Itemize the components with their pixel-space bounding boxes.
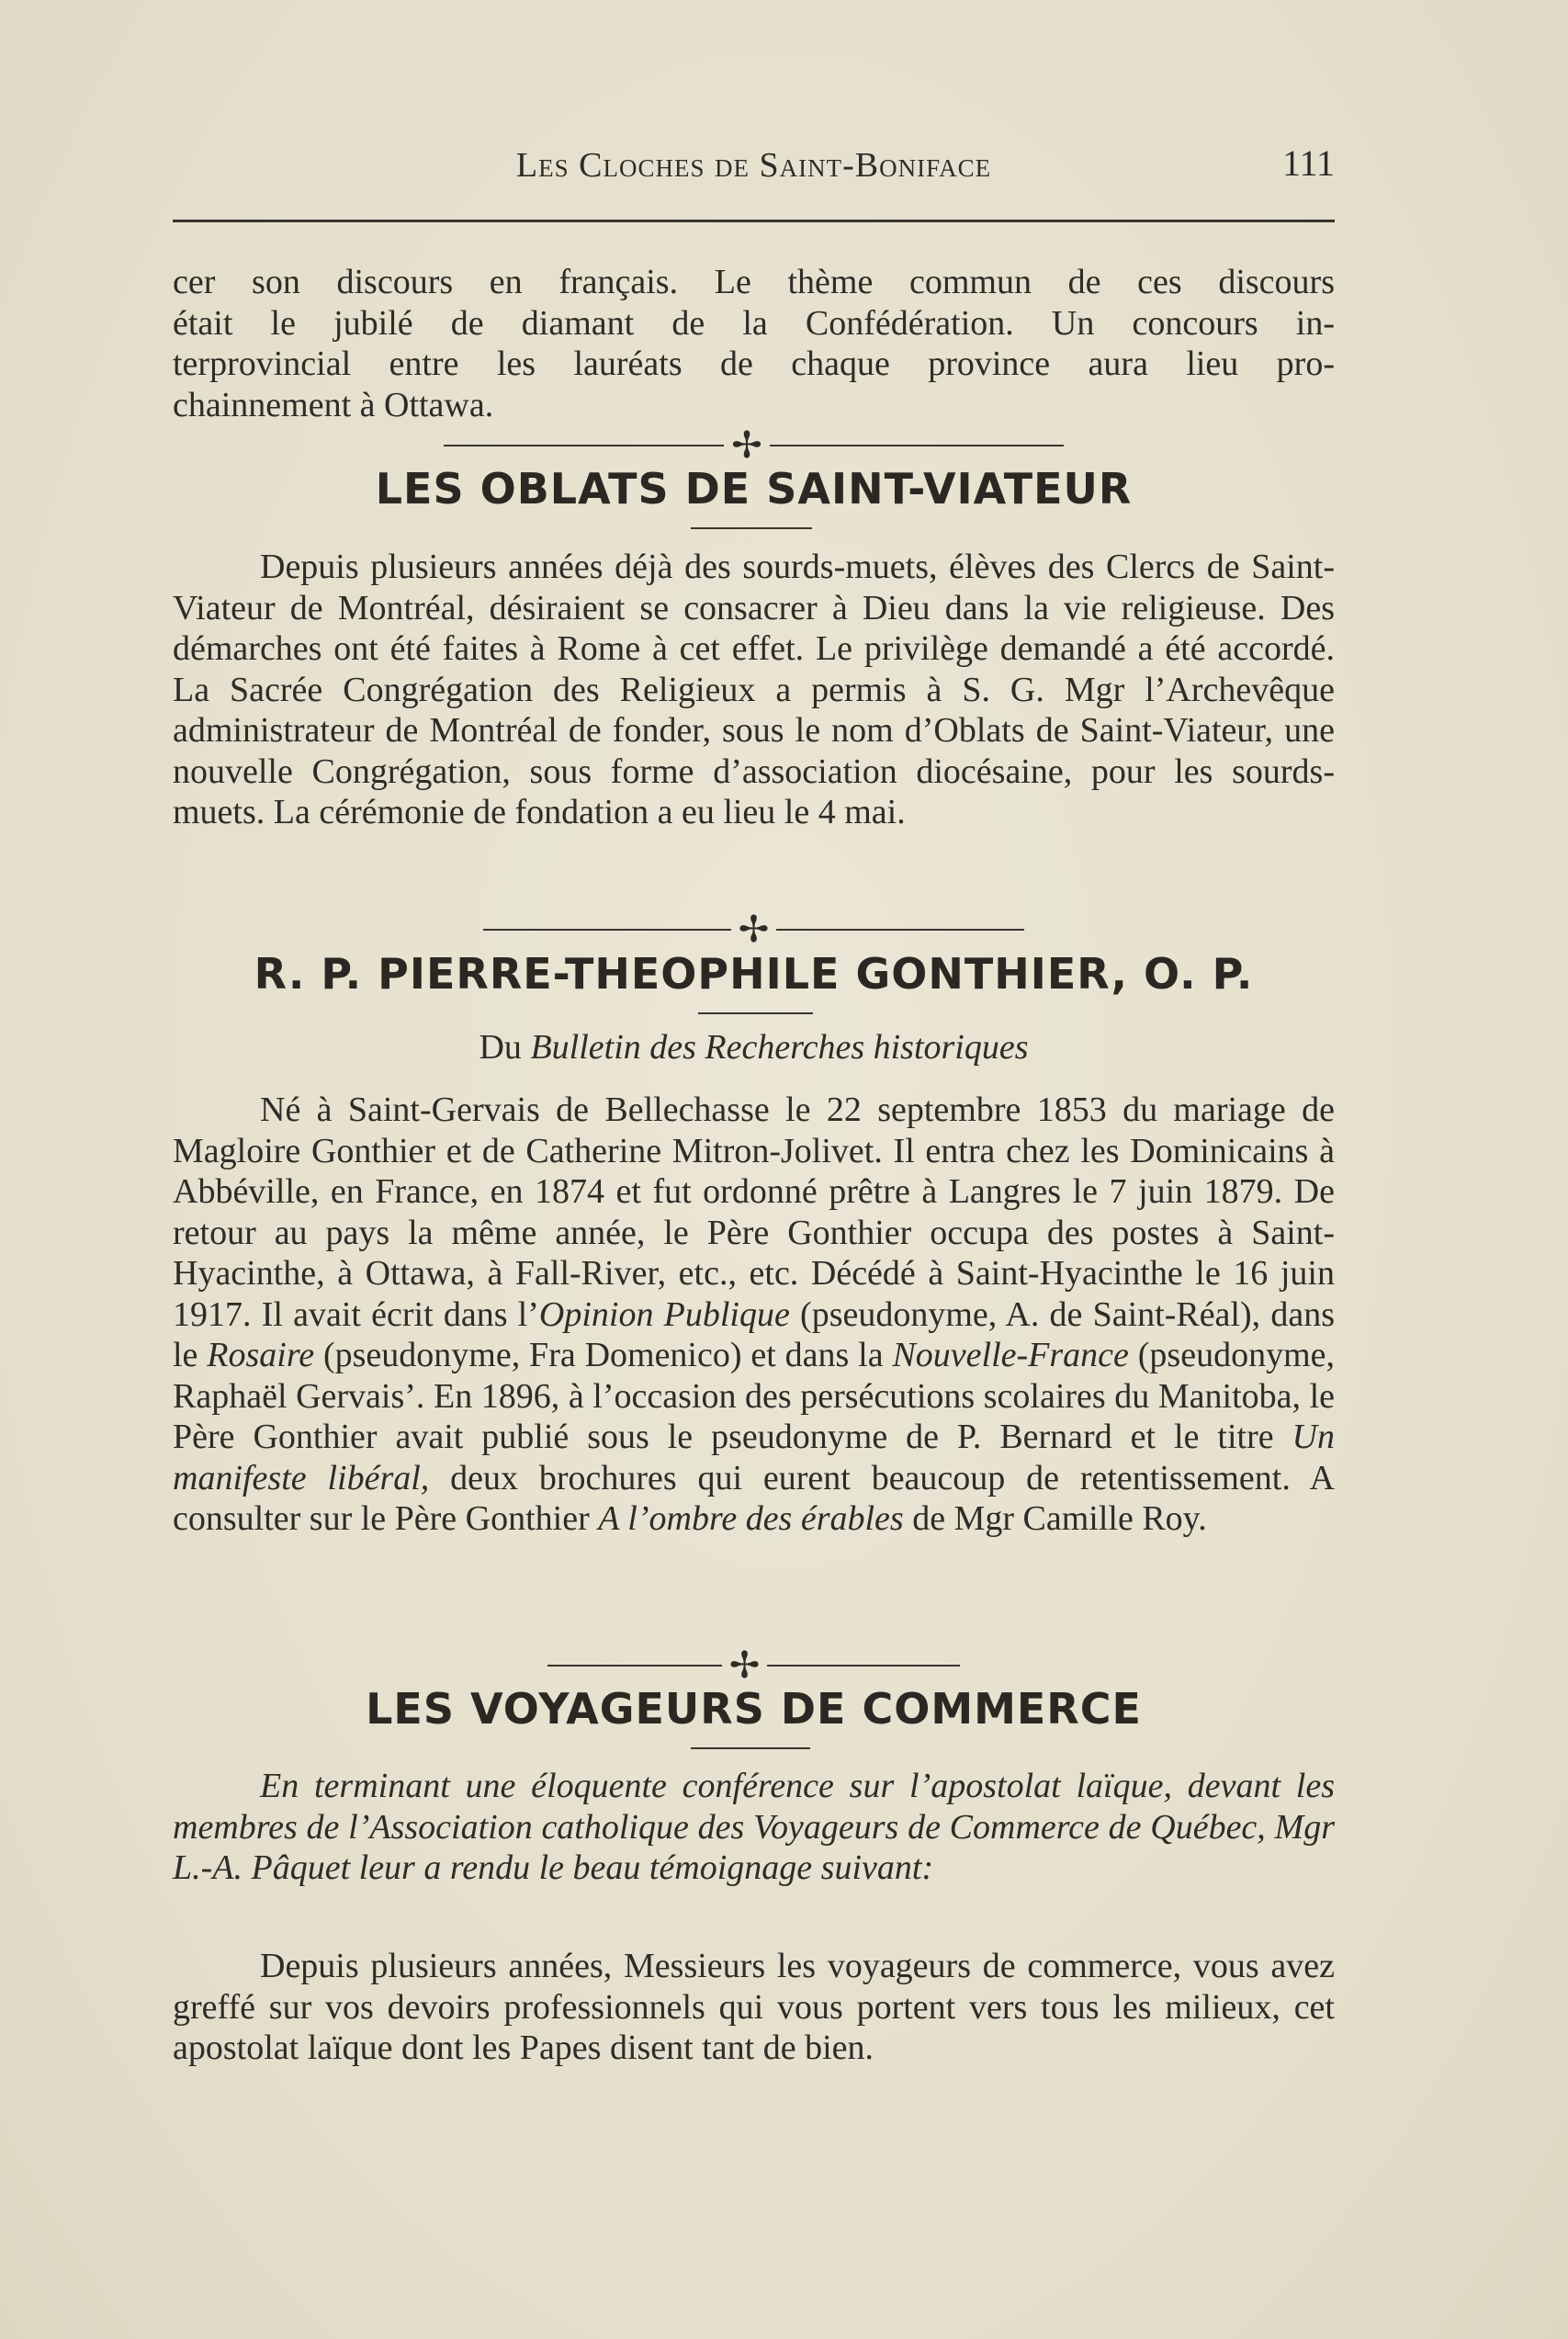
intro-line: cer son discours en français. Le thème commun de ces discours [173, 263, 1335, 301]
voyageurs-body [173, 1946, 1335, 2069]
gonthier-text: (pseudonyme, Fra Domenico) et dans la [314, 1336, 893, 1374]
voyageurs-paragraph: Depuis plusieurs années, Messieurs les voyageurs de commerce, vous avez greffé sur vos devoirs professionnels qui vous portent vers tous les milieux, cet apostolat laïque dont les Papes disent tant de bien. [173, 1947, 1335, 2067]
gonthier-paragraph [173, 1090, 1335, 1540]
gonthier-body [173, 1090, 1335, 1540]
gonthier-italic: Opinion Publique [538, 1294, 790, 1334]
title-underline [698, 1012, 813, 1014]
ornament-rule [483, 929, 731, 931]
cross-ornament-icon: ✢ [728, 1644, 761, 1686]
cross-ornament-icon: ✢ [738, 909, 770, 950]
gonthier-italic: Nouvelle-France [892, 1336, 1129, 1374]
title-underline [691, 527, 812, 529]
section-ornament [173, 911, 1335, 948]
source-title: Bulletin des Recherches historiques [530, 1028, 1029, 1067]
oblats-body [173, 547, 1335, 833]
intro-line: chainnement à Ottawa. [173, 385, 494, 424]
ornament-rule [767, 1665, 960, 1667]
intro-text [173, 262, 1335, 425]
ornament-rule [776, 929, 1024, 931]
ornament-rule [547, 1665, 722, 1667]
intro-line: terprovincial entre les lauréats de chaque province aura lieu pro- [173, 345, 1335, 383]
section-ornament [173, 424, 1335, 466]
source-prefix: Du [479, 1028, 522, 1067]
running-title: Les Cloches de Saint-Boniface [515, 146, 992, 185]
gonthier-text: deux brochures qui eurent beaucoup de retentissement. A consulter sur le Père Gonthier [173, 1458, 1335, 1538]
section-title-voyageurs: LES VOYAGEURS DE COMMERCE [366, 1684, 1142, 1734]
voyageurs-intro-italic: En terminant une éloquente conférence sur l’apostolat laïque, devant les membres de l’Association catholique des Voyageurs de Commerce de Québec, Mgr L.-A. Pâquet leur a rendu le beau témoignage suivant: [173, 1767, 1335, 1887]
gonthier-italic: A l’ombre des érables [598, 1499, 904, 1538]
source-line [173, 1027, 1335, 1068]
page-number: 111 [1281, 142, 1335, 184]
header-rule [173, 220, 1335, 222]
gonthier-text: Né à Saint-Gervais de Bellechasse le 22 septembre 1853 du mariage de Magloire Gonthier et de Catherine Mitron-Jolivet. Il entra chez les Dominicains à Abbéville, en France, en 1874 et fut ordonné prêtre à Langres le 7 juin 1879. De retour au pays la même année, le Père Gonthier occupa des postes à Saint-Hyacinthe, à Ottawa, à Fall-River, etc., etc. Décédé à Saint-Hyacinthe le 16 juin 1917. Il avait écrit dans l’ [173, 1090, 1335, 1334]
title-underline [691, 1747, 810, 1749]
cross-ornament-icon: ✢ [731, 424, 762, 466]
section-ornament [173, 1644, 1335, 1686]
gonthier-text: de Mgr Camille Roy. [903, 1499, 1207, 1538]
running-head [173, 138, 1335, 193]
section-title-gonthier: R. P. PIERRE-THEOPHILE GONTHIER, O. P. [254, 949, 1254, 999]
oblats-paragraph: Depuis plusieurs années déjà des sourds-muets, élèves des Clercs de Saint-Viateur de Montréal, désiraient se consacrer à Dieu dans la vie religieuse. Des démarches ont été faites à Rome à cet effet. Le privilège demandé a été accordé. La Sacrée Congrégation des Religieux a permis à S. G. Mgr l’Archevêque administrateur de Montréal de fonder, sous le nom d’Oblats de Saint-Viateur, une nouvelle Congrégation, sous forme d’association diocésaine, pour les sourds-muets. La cérémonie de fondation a eu lieu le 4 mai. [173, 548, 1335, 831]
gonthier-text: (pseudonyme, Raphaël Gervais’. En 1896, à l’occasion des persécutions scolaires du Manitoba, le Père Gonthier avait publié sous le pseudonyme de P. Bernard et le titre [173, 1336, 1335, 1456]
gonthier-text: (pseudonyme, A. de Saint-Réal), dans le [173, 1294, 1335, 1374]
intro-line: était le jubilé de diamant de la Confédération. Un concours in- [173, 303, 1335, 343]
voyageurs-intro [173, 1766, 1335, 1889]
ornament-rule [444, 445, 724, 446]
ornament-rule [770, 445, 1064, 446]
gonthier-italic: Un manifeste libéral, [173, 1418, 1335, 1497]
gonthier-italic: Rosaire [207, 1336, 315, 1374]
section-title-oblats: LES OBLATS DE SAINT-VIATEUR [375, 464, 1133, 514]
